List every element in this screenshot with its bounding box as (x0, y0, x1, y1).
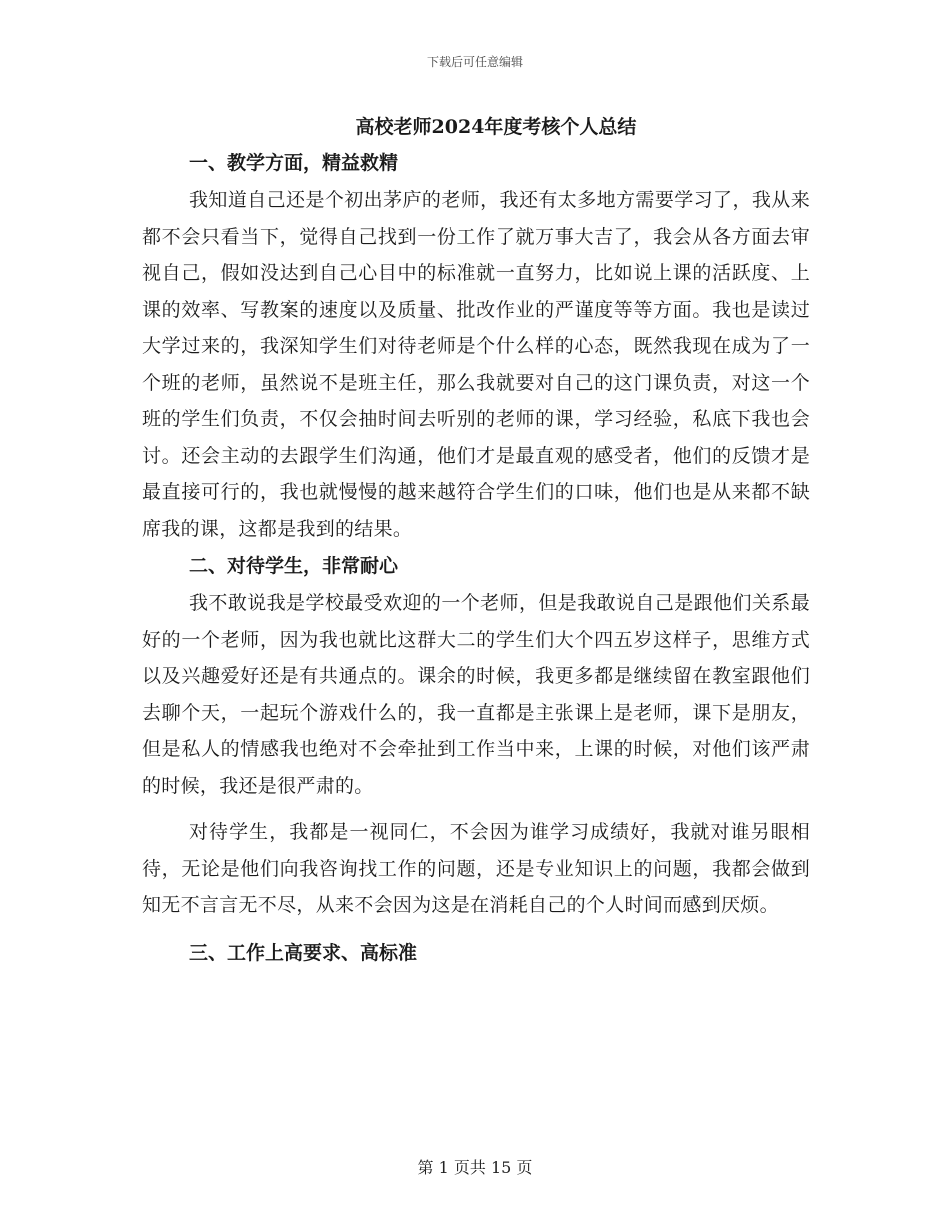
page-number: 第 1 页共 15 页 (417, 1158, 533, 1177)
section-heading-3: 三、工作上高要求、高标准 (189, 941, 418, 964)
header-note: 下载后可任意编辑 (426, 55, 523, 69)
section-heading-1: 一、教学方面，精益救精 (189, 152, 399, 174)
document-title: 高校老师2024年度考核个人总结 (355, 116, 637, 138)
document-body (142, 110, 810, 972)
paragraph: 我不敢说我是学校最受欢迎的一个老师，但是我敢说自己是跟他们关系最好的一个老师，因为我也就比这群大二的学生们大个四五岁这样子，思维方式以及兴趣爱好还是有共通点的。课余的时候，我更多都是继续留在教室跟他们去聊个天，一起玩个游戏什么的，我一直都是主张课上是老师，课下是朋友，但是私人的情感我也绝对不会牵扯到工作当中来，上课的时候，对他们该严肃的时候，我还是很严肃的。 (142, 592, 810, 797)
paragraph: 对待学生，我都是一视同仁，不会因为谁学习成绩好，我就对谁另眼相待，无论是他们向我咨询找工作的问题，还是专业知识上的问题，我都会做到知无不言言无不尽，从来不会因为这是在消耗自己的个人时间而感到厌烦。 (142, 821, 810, 916)
paragraph: 我知道自己还是个初出茅庐的老师，我还有太多地方需要学习了，我从来都不会只看当下，觉得自己找到一份工作了就万事大吉了，我会从各方面去审视自己，假如没达到自己心目中的标准就一直努力，比如说上课的活跃度、上课的效率、写教案的速度以及质量、批改作业的严谨度等等方面。我也是读过大学过来的，我深知学生们对待老师是个什么样的心态，既然我现在成为了一个班的老师，虽然说不是班主任，那么我就要对自己的这门课负责，对这一个班的学生们负责，不仅会抽时间去听别的老师的课，学习经验，私底下我也会讨。还会主动的去跟学生们沟通，他们才是最直观的感受者，他们的反馈才是最直接可行的，我也就慢慢的越来越符合学生们的口味，他们也是从来都不缺席我的课，这都是我到的结果。 (142, 189, 810, 540)
section-heading-2: 二、对待学生，非常耐心 (189, 555, 399, 577)
